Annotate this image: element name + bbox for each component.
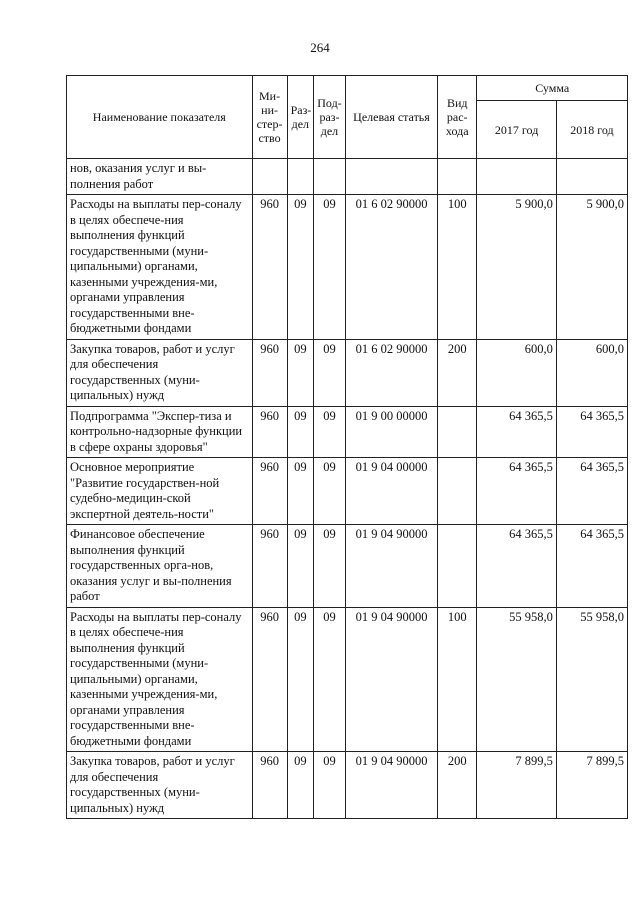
row-section-cell: 09: [287, 607, 314, 752]
row-section-cell: 09: [287, 525, 314, 608]
row-2017-cell: 55 958,0: [477, 607, 557, 752]
row-expense-type-cell: [438, 525, 477, 608]
row-2017-cell: 64 365,5: [477, 406, 557, 458]
row-ministry-cell: 960: [252, 525, 287, 608]
row-target-cell: 01 9 04 90000: [345, 752, 437, 819]
row-subsection-cell: 09: [314, 458, 346, 525]
row-expense-type-cell: [438, 406, 477, 458]
row-name-cell: Основное мероприятие "Развитие государствен-ной судебно-медицин-ской экспертной деятель-ности": [67, 458, 253, 525]
row-target-cell: 01 9 04 90000: [345, 607, 437, 752]
row-section-cell: 09: [287, 406, 314, 458]
header-ministry: Ми-ни-стер-ство: [252, 76, 287, 159]
row-2017-cell: 64 365,5: [477, 458, 557, 525]
row-target-cell: 01 9 04 90000: [345, 525, 437, 608]
header-section: Раз-дел: [287, 76, 314, 159]
row-subsection-cell: 09: [314, 406, 346, 458]
row-name-cell: Закупка товаров, работ и услуг для обеспечения государственных (муни-ципальных) нужд: [67, 339, 253, 406]
table-body: [67, 159, 628, 819]
row-subsection-cell: 09: [314, 752, 346, 819]
row-subsection-cell: 09: [314, 195, 346, 340]
row-name-cell: Финансовое обеспечение выполнения функций государственных орга-нов, оказания услуг и вы-полнения работ: [67, 525, 253, 608]
row-2018-cell: 64 365,5: [556, 525, 627, 608]
table-row: [67, 458, 628, 525]
row-2018-cell: 7 899,5: [556, 752, 627, 819]
row-2017-cell: 7 899,5: [477, 752, 557, 819]
header-sum: Сумма: [477, 76, 628, 101]
row-name-cell: нов, оказания услуг и вы-полнения работ: [67, 159, 253, 195]
row-subsection-cell: 09: [314, 607, 346, 752]
header-expense-type: Вид рас-хода: [438, 76, 477, 159]
row-name-cell: Расходы на выплаты пер-соналу в целях обеспече-ния выполнения функций государственными (муни-ципальными) органами, казенными учреждения-ми, органами управления государственными вне-бюджетными фондами: [67, 195, 253, 340]
row-target-cell: 01 9 00 00000: [345, 406, 437, 458]
row-ministry-cell: [252, 159, 287, 195]
row-name-cell: Подпрограмма "Экспер-тиза и контрольно-надзорные функции в сфере охраны здоровья": [67, 406, 253, 458]
row-name-cell: Закупка товаров, работ и услуг для обеспечения государственных (муни-ципальных) нужд: [67, 752, 253, 819]
row-2018-cell: 55 958,0: [556, 607, 627, 752]
table-row: [67, 406, 628, 458]
row-2018-cell: [556, 159, 627, 195]
row-ministry-cell: 960: [252, 339, 287, 406]
table-row: [67, 159, 628, 195]
row-expense-type-cell: 100: [438, 195, 477, 340]
row-expense-type-cell: [438, 458, 477, 525]
row-expense-type-cell: 200: [438, 339, 477, 406]
row-expense-type-cell: [438, 159, 477, 195]
row-expense-type-cell: 200: [438, 752, 477, 819]
page-number: 264: [310, 40, 330, 55]
row-ministry-cell: 960: [252, 458, 287, 525]
row-2017-cell: 5 900,0: [477, 195, 557, 340]
table-row: [67, 525, 628, 608]
row-2018-cell: 64 365,5: [556, 406, 627, 458]
header-year-2018: 2018 год: [556, 101, 627, 159]
table-row: [67, 195, 628, 340]
row-2018-cell: 64 365,5: [556, 458, 627, 525]
budget-table: [66, 75, 628, 819]
row-2018-cell: 5 900,0: [556, 195, 627, 340]
row-2018-cell: 600,0: [556, 339, 627, 406]
row-ministry-cell: 960: [252, 195, 287, 340]
row-subsection-cell: 09: [314, 339, 346, 406]
table-row: [67, 339, 628, 406]
row-ministry-cell: 960: [252, 406, 287, 458]
row-2017-cell: [477, 159, 557, 195]
row-subsection-cell: 09: [314, 525, 346, 608]
header-subsection: Под-раз-дел: [314, 76, 346, 159]
row-section-cell: [287, 159, 314, 195]
row-section-cell: 09: [287, 458, 314, 525]
row-section-cell: 09: [287, 752, 314, 819]
row-target-cell: [345, 159, 437, 195]
table-row: [67, 752, 628, 819]
header-target: Целевая статья: [345, 76, 437, 159]
header-year-2017: 2017 год: [477, 101, 557, 159]
row-name-cell: Расходы на выплаты пер-соналу в целях обеспече-ния выполнения функций государственными (муни-ципальными) органами, казенными учреждения-ми, органами управления государственными вне-бюджетными фондами: [67, 607, 253, 752]
row-ministry-cell: 960: [252, 607, 287, 752]
row-2017-cell: 64 365,5: [477, 525, 557, 608]
row-subsection-cell: [314, 159, 346, 195]
row-ministry-cell: 960: [252, 752, 287, 819]
header-name: Наименование показателя: [67, 76, 253, 159]
row-expense-type-cell: 100: [438, 607, 477, 752]
row-2017-cell: 600,0: [477, 339, 557, 406]
row-section-cell: 09: [287, 195, 314, 340]
table-row: [67, 607, 628, 752]
row-target-cell: 01 6 02 90000: [345, 339, 437, 406]
row-target-cell: 01 9 04 00000: [345, 458, 437, 525]
row-target-cell: 01 6 02 90000: [345, 195, 437, 340]
row-section-cell: 09: [287, 339, 314, 406]
